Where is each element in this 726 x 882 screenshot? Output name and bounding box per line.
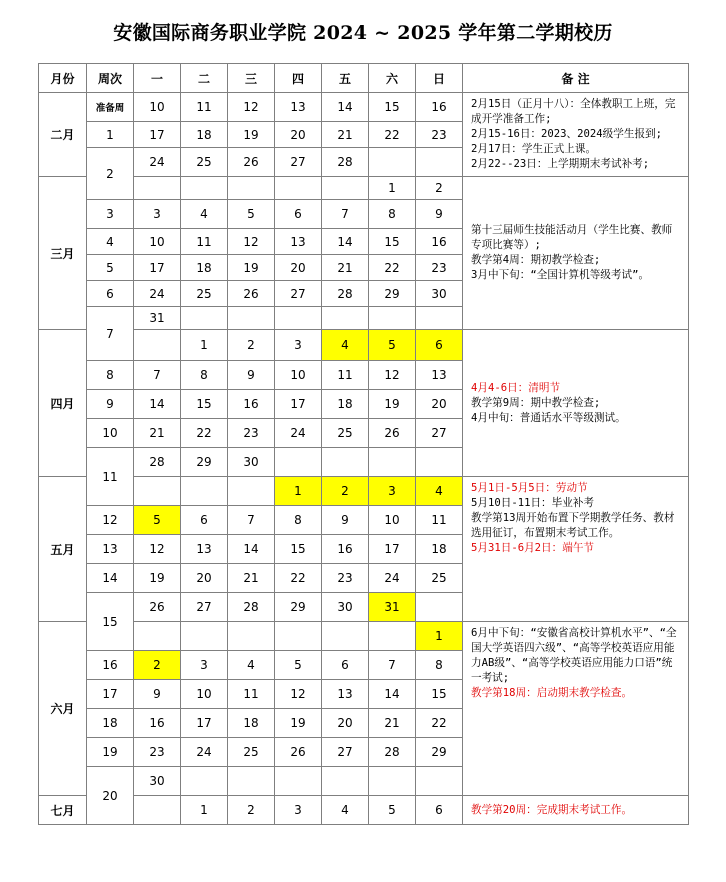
- day-cell: 1: [181, 796, 228, 825]
- day-cell: 19: [275, 709, 322, 738]
- header-thu: 四: [275, 64, 322, 93]
- month-mar-label: 三月: [39, 177, 87, 330]
- empty-day-cell: [228, 767, 275, 796]
- day-cell: 26: [228, 281, 275, 307]
- day-cell: 5: [275, 651, 322, 680]
- header-month: 月份: [39, 64, 87, 93]
- day-cell: 22: [275, 564, 322, 593]
- day-cell: 13: [275, 93, 322, 122]
- day-cell: 4: [322, 796, 369, 825]
- empty-day-cell: [416, 148, 463, 177]
- week-number: 15: [87, 593, 134, 651]
- day-cell: 12: [275, 680, 322, 709]
- day-cell: 12: [369, 361, 416, 390]
- day-cell: 3: [275, 330, 322, 361]
- empty-day-cell: [181, 622, 228, 651]
- week-number: 14: [87, 564, 134, 593]
- holiday-day-cell: 5: [369, 330, 416, 361]
- header-sun: 日: [416, 64, 463, 93]
- note-line: 2月15日（正月十八）：全体教职工上班，完成开学准备工作;: [471, 98, 676, 125]
- empty-day-cell: [369, 307, 416, 330]
- day-cell: 17: [134, 255, 181, 281]
- day-cell: 13: [322, 680, 369, 709]
- day-cell: 24: [134, 281, 181, 307]
- day-cell: 29: [369, 281, 416, 307]
- day-cell: 29: [416, 738, 463, 767]
- empty-day-cell: [134, 622, 181, 651]
- day-cell: 31: [134, 307, 181, 330]
- header-fri: 五: [322, 64, 369, 93]
- header-row: [39, 64, 689, 93]
- week-number: 20: [87, 767, 134, 825]
- week-number: 7: [87, 307, 134, 361]
- day-cell: 11: [181, 229, 228, 255]
- day-cell: 1: [369, 177, 416, 200]
- day-cell: 12: [228, 229, 275, 255]
- holiday-day-cell: 5: [134, 506, 181, 535]
- holiday-day-cell: 4: [322, 330, 369, 361]
- day-cell: 22: [369, 122, 416, 148]
- header-sat: 六: [369, 64, 416, 93]
- week-number: 17: [87, 680, 134, 709]
- day-cell: 6: [181, 506, 228, 535]
- day-cell: 22: [369, 255, 416, 281]
- calendar-row: [39, 93, 689, 122]
- day-cell: 17: [275, 390, 322, 419]
- day-cell: 15: [275, 535, 322, 564]
- calendar-row: [39, 177, 689, 200]
- empty-day-cell: [369, 148, 416, 177]
- day-cell: 21: [369, 709, 416, 738]
- empty-day-cell: [416, 767, 463, 796]
- empty-day-cell: [181, 307, 228, 330]
- day-cell: 2: [416, 177, 463, 200]
- day-cell: 14: [134, 390, 181, 419]
- day-cell: 25: [181, 148, 228, 177]
- day-cell: 10: [134, 229, 181, 255]
- day-cell: 28: [322, 281, 369, 307]
- day-cell: 7: [228, 506, 275, 535]
- note-line: 6月中下旬：“安徽省高校计算机水平”、“全国大学英语四六级”、“高等学校英语应用能力AB级”、“高等学校英语应用能力口语”统一考试;: [471, 627, 677, 684]
- day-cell: 25: [228, 738, 275, 767]
- day-cell: 15: [369, 229, 416, 255]
- day-cell: 8: [275, 506, 322, 535]
- month-feb-label: 二月: [39, 93, 87, 177]
- note-line-highlight: 4月4-6日：清明节: [471, 381, 561, 394]
- week-number: 6: [87, 281, 134, 307]
- day-cell: 30: [416, 281, 463, 307]
- note-line-highlight: 教学第18周：启动期末教学检查。: [471, 687, 633, 699]
- day-cell: 30: [134, 767, 181, 796]
- day-cell: 30: [228, 448, 275, 477]
- day-cell: 27: [322, 738, 369, 767]
- day-cell: 28: [322, 148, 369, 177]
- notes-feb: [463, 93, 689, 177]
- day-cell: 9: [228, 361, 275, 390]
- day-cell: 16: [228, 390, 275, 419]
- day-cell: 16: [416, 93, 463, 122]
- note-line: 教学第4周：期初教学检查;: [471, 254, 601, 266]
- empty-day-cell: [322, 177, 369, 200]
- day-cell: 26: [228, 148, 275, 177]
- holiday-day-cell: 3: [369, 477, 416, 506]
- day-cell: 29: [181, 448, 228, 477]
- empty-day-cell: [275, 622, 322, 651]
- day-cell: 19: [228, 122, 275, 148]
- empty-day-cell: [134, 796, 181, 825]
- day-cell: 26: [369, 419, 416, 448]
- empty-day-cell: [322, 448, 369, 477]
- day-cell: 7: [134, 361, 181, 390]
- day-cell: 21: [322, 122, 369, 148]
- empty-day-cell: [181, 477, 228, 506]
- day-cell: 19: [228, 255, 275, 281]
- note-line: 2月22--23日：上学期期末考试补考;: [471, 158, 650, 170]
- day-cell: 19: [369, 390, 416, 419]
- day-cell: 27: [275, 148, 322, 177]
- week-number: 2: [87, 148, 134, 200]
- day-cell: 27: [275, 281, 322, 307]
- day-cell: 20: [275, 122, 322, 148]
- holiday-day-cell: 2: [322, 477, 369, 506]
- day-cell: 8: [416, 651, 463, 680]
- day-cell: 6: [275, 200, 322, 229]
- notes-jun: [463, 622, 689, 796]
- empty-day-cell: [181, 177, 228, 200]
- day-cell: 5: [228, 200, 275, 229]
- empty-day-cell: [416, 593, 463, 622]
- week-number: 13: [87, 535, 134, 564]
- day-cell: 26: [134, 593, 181, 622]
- week-number: 12: [87, 506, 134, 535]
- day-cell: 16: [416, 229, 463, 255]
- empty-day-cell: [322, 307, 369, 330]
- holiday-day-cell: 31: [369, 593, 416, 622]
- day-cell: 23: [134, 738, 181, 767]
- day-cell: 3: [134, 200, 181, 229]
- week-number: 18: [87, 709, 134, 738]
- day-cell: 20: [322, 709, 369, 738]
- school-calendar-table: [38, 63, 689, 825]
- day-cell: 14: [322, 93, 369, 122]
- day-cell: 17: [134, 122, 181, 148]
- day-cell: 11: [322, 361, 369, 390]
- day-cell: 23: [416, 255, 463, 281]
- day-cell: 24: [369, 564, 416, 593]
- day-cell: 10: [275, 361, 322, 390]
- week-number: 9: [87, 390, 134, 419]
- day-cell: 22: [416, 709, 463, 738]
- day-cell: 30: [322, 593, 369, 622]
- empty-day-cell: [416, 448, 463, 477]
- note-line-highlight: 5月31日-6月2日：端午节: [471, 542, 595, 554]
- day-cell: 13: [181, 535, 228, 564]
- day-cell: 28: [228, 593, 275, 622]
- day-cell: 21: [134, 419, 181, 448]
- day-cell: 18: [416, 535, 463, 564]
- day-cell: 21: [228, 564, 275, 593]
- day-cell: 3: [275, 796, 322, 825]
- header-mon: 一: [134, 64, 181, 93]
- day-cell: 23: [228, 419, 275, 448]
- day-cell: 24: [275, 419, 322, 448]
- day-cell: 9: [322, 506, 369, 535]
- day-cell: 9: [416, 200, 463, 229]
- week-number: 16: [87, 651, 134, 680]
- holiday-day-cell: 6: [416, 330, 463, 361]
- day-cell: 21: [322, 255, 369, 281]
- week-number: 准备周: [87, 93, 134, 122]
- week-number: 4: [87, 229, 134, 255]
- month-apr-label: 四月: [39, 330, 87, 477]
- day-cell: 17: [369, 535, 416, 564]
- calendar-row: [39, 796, 689, 825]
- day-cell: 11: [416, 506, 463, 535]
- day-cell: 29: [275, 593, 322, 622]
- note-line: 教学第13周开始布置下学期教学任务、教材选用征订，布置期末考试工作。: [471, 512, 675, 539]
- empty-day-cell: [369, 622, 416, 651]
- holiday-day-cell: 4: [416, 477, 463, 506]
- day-cell: 10: [181, 680, 228, 709]
- day-cell: 13: [275, 229, 322, 255]
- month-jun-label: 六月: [39, 622, 87, 796]
- empty-day-cell: [416, 307, 463, 330]
- note-line-highlight: 5月1日-5月5日：劳动节: [471, 482, 588, 494]
- day-cell: 23: [322, 564, 369, 593]
- day-cell: 28: [134, 448, 181, 477]
- day-cell: 11: [228, 680, 275, 709]
- day-cell: 25: [416, 564, 463, 593]
- day-cell: 24: [134, 148, 181, 177]
- holiday-day-cell: 2: [134, 651, 181, 680]
- week-number: 3: [87, 200, 134, 229]
- header-week: 周次: [87, 64, 134, 93]
- day-cell: 17: [181, 709, 228, 738]
- header-tue: 二: [181, 64, 228, 93]
- day-cell: 4: [181, 200, 228, 229]
- day-cell: 12: [228, 93, 275, 122]
- day-cell: 26: [275, 738, 322, 767]
- calendar-row: [39, 330, 689, 361]
- month-jul-label: 七月: [39, 796, 87, 825]
- note-line: 教学第9周：期中教学检查;: [471, 396, 601, 409]
- note-line: 第十三届师生技能活动月（学生比赛、教师专项比赛等）;: [471, 224, 673, 251]
- day-cell: 20: [416, 390, 463, 419]
- day-cell: 3: [181, 651, 228, 680]
- day-cell: 4: [228, 651, 275, 680]
- day-cell: 28: [369, 738, 416, 767]
- day-cell: 23: [416, 122, 463, 148]
- empty-day-cell: [369, 767, 416, 796]
- day-cell: 18: [181, 122, 228, 148]
- day-cell: 16: [322, 535, 369, 564]
- week-number: 5: [87, 255, 134, 281]
- day-cell: 19: [134, 564, 181, 593]
- day-cell: 11: [181, 93, 228, 122]
- notes-jul: [463, 796, 689, 825]
- day-cell: 14: [322, 229, 369, 255]
- empty-day-cell: [322, 622, 369, 651]
- day-cell: 27: [181, 593, 228, 622]
- day-cell: 22: [181, 419, 228, 448]
- note-line: 4月中旬：普通话水平等级测试。: [471, 411, 626, 424]
- empty-day-cell: [228, 477, 275, 506]
- empty-day-cell: [228, 177, 275, 200]
- day-cell: 25: [322, 419, 369, 448]
- note-line: 5月10日-11日：毕业补考: [471, 497, 595, 509]
- week-number: 11: [87, 448, 134, 506]
- day-cell: 24: [181, 738, 228, 767]
- holiday-day-cell: 1: [416, 622, 463, 651]
- day-cell: 15: [181, 390, 228, 419]
- note-line-highlight: 教学第20周：完成期末考试工作。: [471, 803, 633, 816]
- empty-day-cell: [228, 622, 275, 651]
- day-cell: 18: [322, 390, 369, 419]
- empty-day-cell: [275, 177, 322, 200]
- day-cell: 10: [134, 93, 181, 122]
- empty-day-cell: [134, 177, 181, 200]
- day-cell: 8: [369, 200, 416, 229]
- day-cell: 18: [181, 255, 228, 281]
- day-cell: 1: [181, 330, 228, 361]
- note-line: 2月15-16日：2023、2024级学生报到;: [471, 128, 663, 140]
- empty-day-cell: [134, 330, 181, 361]
- day-cell: 14: [228, 535, 275, 564]
- day-cell: 20: [181, 564, 228, 593]
- day-cell: 10: [369, 506, 416, 535]
- notes-mar: [463, 177, 689, 330]
- page-title: 安徽国际商务职业学院 2024 ~ 2025 学年第二学期校历: [113, 22, 613, 44]
- week-number: 1: [87, 122, 134, 148]
- empty-day-cell: [228, 307, 275, 330]
- day-cell: 2: [228, 330, 275, 361]
- day-cell: 16: [134, 709, 181, 738]
- note-line: 3月中下旬：“全国计算机等级考试”。: [471, 269, 650, 281]
- day-cell: 20: [275, 255, 322, 281]
- calendar-row: [39, 622, 689, 651]
- calendar-row: [39, 477, 689, 506]
- header-notes: 备 注: [463, 64, 689, 93]
- week-number: 10: [87, 419, 134, 448]
- day-cell: 13: [416, 361, 463, 390]
- empty-day-cell: [275, 307, 322, 330]
- day-cell: 12: [134, 535, 181, 564]
- day-cell: 2: [228, 796, 275, 825]
- day-cell: 18: [228, 709, 275, 738]
- notes-apr: [463, 330, 689, 477]
- empty-day-cell: [369, 448, 416, 477]
- day-cell: 15: [369, 93, 416, 122]
- note-line: 2月17日：学生正式上课。: [471, 143, 597, 155]
- day-cell: 7: [369, 651, 416, 680]
- empty-day-cell: [275, 767, 322, 796]
- day-cell: 9: [134, 680, 181, 709]
- day-cell: 5: [369, 796, 416, 825]
- empty-day-cell: [322, 767, 369, 796]
- day-cell: 6: [416, 796, 463, 825]
- day-cell: 27: [416, 419, 463, 448]
- day-cell: 6: [322, 651, 369, 680]
- empty-day-cell: [181, 767, 228, 796]
- day-cell: 25: [181, 281, 228, 307]
- empty-day-cell: [134, 477, 181, 506]
- empty-day-cell: [275, 448, 322, 477]
- header-wed: 三: [228, 64, 275, 93]
- week-number: 19: [87, 738, 134, 767]
- week-number: 8: [87, 361, 134, 390]
- day-cell: 15: [416, 680, 463, 709]
- day-cell: 8: [181, 361, 228, 390]
- notes-may: [463, 477, 689, 622]
- day-cell: 7: [322, 200, 369, 229]
- day-cell: 14: [369, 680, 416, 709]
- holiday-day-cell: 1: [275, 477, 322, 506]
- month-may-label: 五月: [39, 477, 87, 622]
